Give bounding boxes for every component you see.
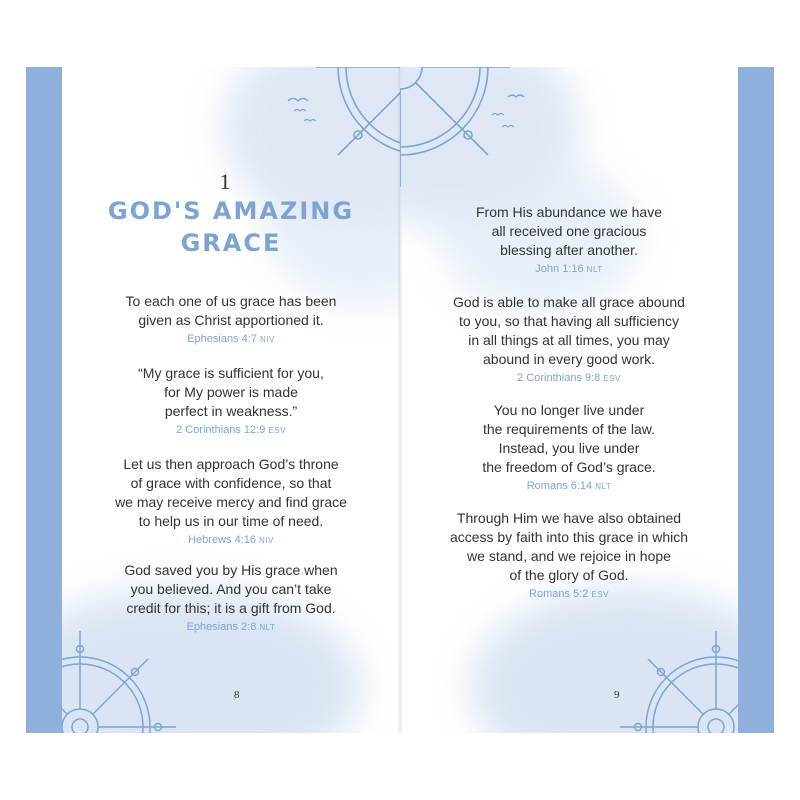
ship-wheel-icon [62, 627, 182, 733]
chapter-number: 1 [219, 169, 231, 194]
verse-line: we may receive mercy and find grace [115, 494, 347, 510]
verse-line: to help us in our time of need. [138, 513, 324, 529]
verse-line: blessing after another. [500, 242, 638, 258]
verse [400, 401, 738, 496]
verse-line: Through Him we have also obtained [456, 510, 682, 526]
verse-reference: 2 Corinthians 12:9 ESV [176, 424, 286, 436]
verse-line: credit for this; it is a gift from God. [126, 600, 336, 616]
right-page-edge [738, 67, 774, 733]
verse-reference: Ephesians 4:7 NIV [187, 333, 275, 345]
verse-line: the requirements of the law. [483, 421, 655, 437]
verse-line: Instead, you live under [498, 440, 640, 456]
page-number: 8 [234, 689, 240, 701]
verse [400, 293, 738, 388]
verse [62, 292, 400, 349]
left-page-edge [26, 67, 62, 733]
verse-line: perfect in weakness.” [164, 403, 298, 419]
chapter-title-line1: GOD'S AMAZING [107, 197, 355, 225]
verse-reference: 2 Corinthians 9:8 ESV [517, 372, 621, 384]
verse-line: the freedom of God’s grace. [482, 459, 656, 475]
verse-line: you believed. And you can’t take [130, 581, 332, 597]
verse-line: God saved you by His grace when [124, 562, 338, 578]
page-number: 9 [614, 689, 620, 701]
verse-reference: Romans 5:2 ESV [529, 588, 609, 600]
verse-line: in all things at all times, you may [468, 332, 670, 348]
verse-line: of the glory of God. [509, 567, 629, 583]
verse-line: From His abundance we have [476, 204, 662, 220]
verse-line: we stand, and we rejoice in hope [467, 548, 671, 564]
seagull-icon [490, 91, 530, 131]
verse-reference: Hebrews 4:16 NIV [188, 534, 274, 546]
chapter-title-line2: GRACE [180, 229, 282, 257]
verse-line: access by faith into this grace in which [449, 529, 689, 545]
verse [400, 203, 738, 279]
verse-line: Let us then approach God’s throne [123, 456, 339, 472]
verse-line: God is able to make all grace abound [453, 294, 685, 310]
verse-line: abound in every good work. [483, 351, 655, 367]
verse-line: to you, so that having all sufficiency [459, 313, 679, 329]
verse-line: all received one gracious [491, 223, 647, 239]
chapter-title [62, 195, 400, 259]
ship-wheel-icon [312, 67, 400, 197]
verse [62, 561, 400, 637]
verse-line: for My power is made [164, 384, 298, 400]
verse-line: of grace with confidence, so that [130, 475, 332, 491]
verse [400, 509, 738, 604]
right-page [400, 67, 738, 733]
verse-reference: John 1:16 NLT [535, 263, 603, 275]
verse-reference: Ephesians 2:8 NLT [186, 621, 276, 633]
verse-line: “My grace is sufficient for you, [138, 365, 324, 381]
verse-line: given as Christ apportioned it. [138, 312, 324, 328]
verse-reference: Romans 6:14 NLT [526, 480, 612, 492]
verse [62, 455, 400, 550]
left-page [62, 67, 400, 733]
ship-wheel-icon [400, 67, 514, 197]
verse-line: You no longer live under [493, 402, 645, 418]
book-spread [26, 67, 774, 733]
ship-wheel-icon [640, 627, 738, 733]
verse-line: To each one of us grace has been [125, 293, 337, 309]
verse [62, 364, 400, 440]
